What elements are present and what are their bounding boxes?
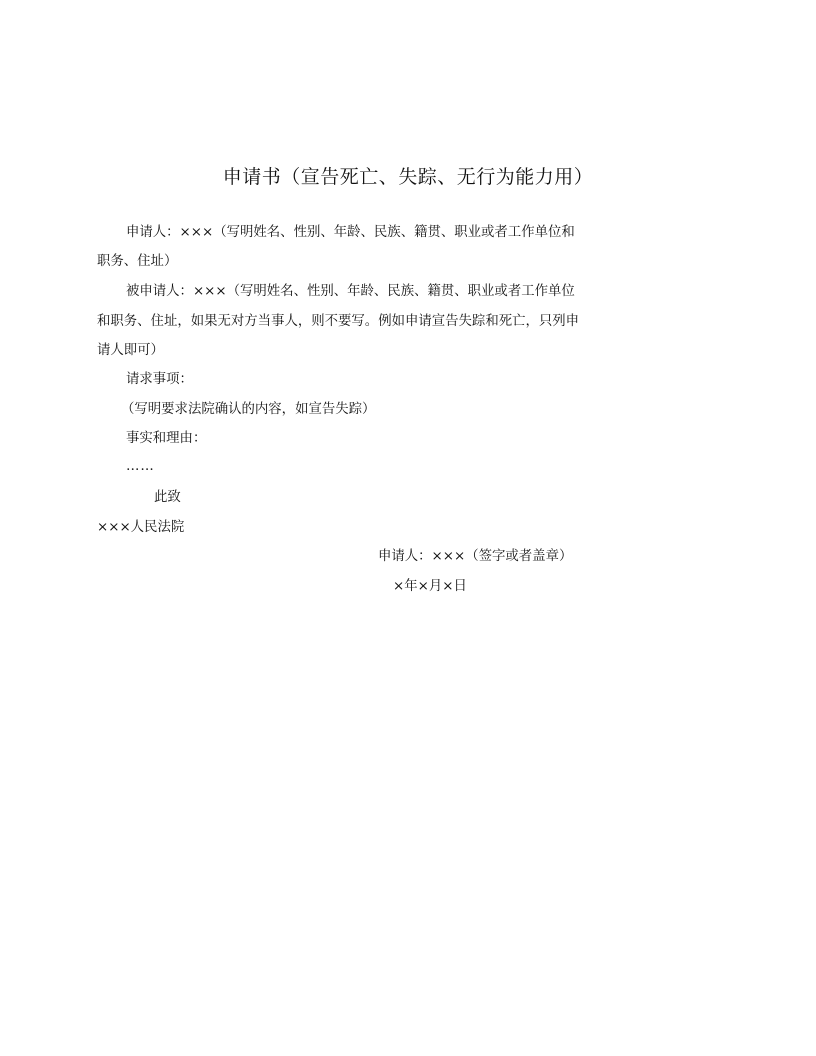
- respondent-line-3: 请人即可）: [97, 343, 164, 358]
- document-title: 申请书（宣告死亡、失踪、无行为能力用）: [222, 166, 594, 188]
- applicant-line-1: 申请人：×××（写明姓名、性别、年龄、民族、籍贯、职业或者工作单位和: [126, 225, 575, 240]
- date-line: ×年×月×日: [393, 579, 467, 594]
- respondent-line-2: 和职务、住址，如果无对方当事人，则不要写。例如申请宣告失踪和死亡，只列申: [97, 314, 580, 329]
- claims-body: （写明要求法院确认的内容，如宣告失踪）: [121, 402, 376, 417]
- facts-body: ……: [126, 459, 155, 474]
- applicant-line-2: 职务、住址）: [97, 254, 178, 269]
- signature-line: 申请人：×××（签字或者盖章）: [378, 549, 573, 564]
- claims-heading: 请求事项：: [126, 372, 193, 387]
- facts-heading: 事实和理由：: [126, 431, 207, 446]
- respondent-line-1: 被申请人：×××（写明姓名、性别、年龄、民族、籍贯、职业或者工作单位: [126, 284, 575, 299]
- court-name: ×××人民法院: [97, 520, 185, 535]
- salutation: 此致: [154, 490, 181, 505]
